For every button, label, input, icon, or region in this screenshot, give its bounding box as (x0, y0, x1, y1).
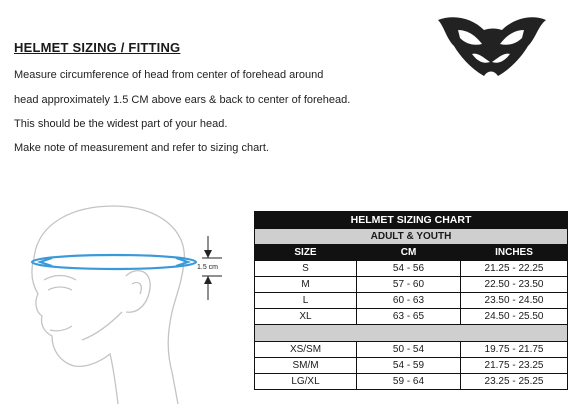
inches-cell: 23.25 - 25.25 (461, 374, 568, 390)
size-cell: LG/XL (255, 374, 357, 390)
fox-head-logo-icon (432, 12, 550, 85)
cm-cell: 60 - 63 (357, 293, 461, 309)
table-row (255, 374, 568, 390)
column-header-inches: INCHES (461, 245, 568, 261)
size-cell: L (255, 293, 357, 309)
size-cell: S (255, 261, 357, 277)
column-header-cm: CM (357, 245, 461, 261)
instruction-line: Make note of measurement and refer to sizing chart. (14, 142, 269, 154)
helmet-sizing-chart (254, 211, 568, 390)
head-measurement-diagram (22, 200, 237, 410)
inches-cell: 19.75 - 21.75 (461, 342, 568, 358)
inches-cell: 23.50 - 24.50 (461, 293, 568, 309)
cm-cell: 57 - 60 (357, 277, 461, 293)
chart-group-label: ADULT & YOUTH (255, 229, 568, 245)
size-cell: XS/SM (255, 342, 357, 358)
cm-cell: 50 - 54 (357, 342, 461, 358)
measurement-label: 1.5 cm (197, 264, 219, 271)
inches-cell: 24.50 - 25.50 (461, 309, 568, 325)
table-row (255, 261, 568, 277)
cm-cell: 59 - 64 (357, 374, 461, 390)
size-cell: M (255, 277, 357, 293)
table-row (255, 309, 568, 325)
column-header-size: SIZE (255, 245, 357, 261)
separator-cell (255, 325, 568, 342)
instruction-line: Measure circumference of head from center of forehead around (14, 69, 324, 81)
table-row (255, 358, 568, 374)
measuring-tape-line (32, 255, 196, 269)
table-row (255, 293, 568, 309)
instruction-line: head approximately 1.5 CM above ears & back to center of forehead. (14, 94, 351, 106)
inches-cell: 22.50 - 23.50 (461, 277, 568, 293)
size-cell: XL (255, 309, 357, 325)
table-row (255, 277, 568, 293)
cm-cell: 54 - 56 (357, 261, 461, 277)
table-separator-row (255, 325, 568, 342)
cm-cell: 63 - 65 (357, 309, 461, 325)
page-title: HELMET SIZING / FITTING (14, 40, 181, 55)
cm-cell: 54 - 59 (357, 358, 461, 374)
table-row (255, 342, 568, 358)
instruction-line: This should be the widest part of your head. (14, 118, 228, 130)
inches-cell: 21.25 - 22.25 (461, 261, 568, 277)
chart-title: HELMET SIZING CHART (255, 212, 568, 229)
size-cell: SM/M (255, 358, 357, 374)
inches-cell: 21.75 - 23.25 (461, 358, 568, 374)
